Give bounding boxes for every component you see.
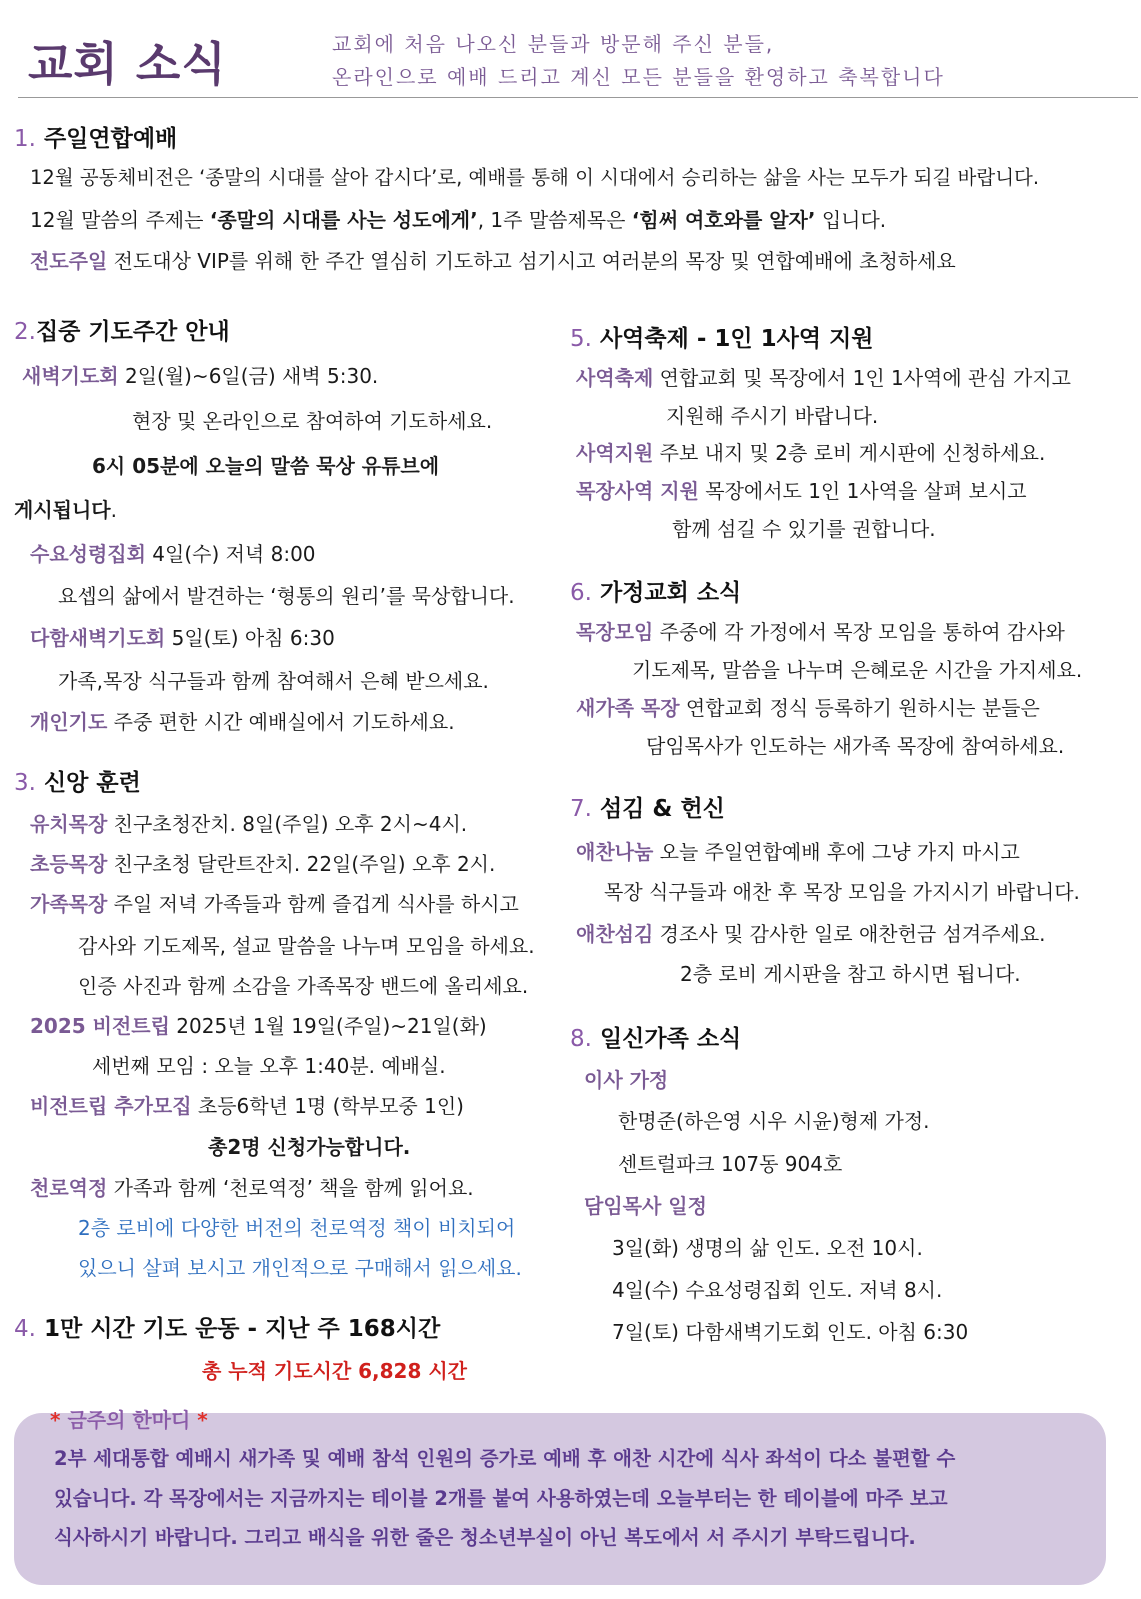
s3-vision-trip-cont: 세번째 모임 : 오늘 오후 1:40분. 예배실. xyxy=(92,1054,446,1078)
section-2-heading: 2.집중 기도주간 안내 xyxy=(14,319,230,345)
s3-vision-trip-extra-cont: 총2명 신청가능합니다. xyxy=(208,1135,411,1159)
s5-festival: 사역축제 연합교회 및 목장에서 1인 1사역에 관심 가지고 xyxy=(576,366,1071,390)
section-3-heading: 3. 신앙 훈련 xyxy=(14,770,141,796)
s4-total-hours: 총 누적 기도시간 6,828 시간 xyxy=(202,1359,467,1383)
s3-family: 가족목장 주일 저녁 가족들과 함께 즐겁게 식사를 하시고 xyxy=(30,892,519,916)
s3-pilgrims-blue-2: 있으니 살펴 보시고 개인적으로 구매해서 읽으세요. xyxy=(78,1256,522,1280)
s3-vision-trip-extra: 비전트립 추가모집 초등6학년 1명 (학부모중 1인) xyxy=(30,1094,464,1118)
s8-moving-line-1: 한명준(하은영 시우 시윤)형제 가정. xyxy=(618,1109,930,1133)
s1-vision-line: 12월 공동체비전은 ‘종말의 시대를 살아 갑시다’로, 예배를 통해 이 시대에서 승리하는 삶을 사는 모두가 되길 바랍니다. xyxy=(30,166,1040,189)
s8-pastor-line-3: 7일(토) 다함새벽기도회 인도. 아침 6:30 xyxy=(612,1320,969,1344)
notice-line-2: 있습니다. 각 목장에서는 지금까지는 테이블 2개를 붙여 사용하였는데 오늘부터는 한 테이블에 마주 보고 xyxy=(54,1487,948,1510)
item-label: 전도주일 xyxy=(30,249,108,273)
s5-festival-cont: 지원해 주시기 바랍니다. xyxy=(666,404,879,428)
notice-line-3: 식사하시기 바랍니다. 그리고 배식을 위한 줄은 청소년부실이 아닌 복도에서 서 주시기 부탁드립니다. xyxy=(54,1526,916,1549)
s2-saturday-prayer: 다함새벽기도회 5일(토) 아침 6:30 xyxy=(30,626,335,650)
page-title: 교회 소식 xyxy=(28,37,227,91)
section-7-heading: 7. 섬김 & 헌신 xyxy=(570,796,725,822)
s3-kindergarten: 유치목장 친구초청잔치. 8일(주일) 오후 2시~4시. xyxy=(30,812,468,836)
welcome-line-2: 온라인으로 예배 드리고 계신 모든 분들을 환영하고 축복합니다 xyxy=(332,65,945,89)
s1-evangelism-line: 전도주일 전도대상 VIP를 위해 한 주간 열심히 기도하고 섬기시고 여러분의 목장 및 연합예배에 초청하세요 xyxy=(30,249,956,273)
s5-cell-support: 목장사역 지원 목장에서도 1인 1사역을 살펴 보시고 xyxy=(576,479,1027,503)
welcome-line-1: 교회에 처음 나오신 분들과 방문해 주신 분들, xyxy=(332,32,775,56)
header-divider xyxy=(18,97,1138,98)
s7-love-feast-cont: 목장 식구들과 애찬 후 목장 모임을 가지시기 바랍니다. xyxy=(604,880,1080,904)
s6-new-family-cont: 담임목사가 인도하는 새가족 목장에 참여하세요. xyxy=(646,734,1065,758)
section-number: 1. xyxy=(14,126,36,152)
s3-family-cont-2: 인증 사진과 함께 소감을 가족목장 밴드에 올리세요. xyxy=(78,974,529,998)
s2-saturday-cont: 가족,목장 식구들과 함께 참여해서 은혜 받으세요. xyxy=(58,669,489,693)
section-title: 주일연합예배 xyxy=(35,126,178,152)
s2-wed-cont: 요셉의 삶에서 발견하는 ‘형통의 원리’를 묵상합니다. xyxy=(58,584,515,608)
s2-wed-service: 수요성령집회 4일(수) 저녁 8:00 xyxy=(30,542,316,566)
s8-pastor-label: 담임목사 일정 xyxy=(584,1194,707,1218)
star-icon: * xyxy=(197,1408,208,1432)
section-4-heading: 4. 1만 시간 기도 운동 - 지난 주 168시간 xyxy=(14,1316,441,1342)
s2-dawn-prayer: 새벽기도회 2일(월)~6일(금) 새벽 5:30. xyxy=(22,364,379,388)
s3-pilgrims-progress: 천로역정 가족과 함께 ‘천로역정’ 책을 함께 읽어요. xyxy=(30,1176,474,1200)
s7-love-feast: 애찬나눔 오늘 주일연합예배 후에 그냥 가지 마시고 xyxy=(576,840,1020,864)
s8-moving-label: 이사 가정 xyxy=(584,1068,669,1092)
s7-love-offering: 애찬섬김 경조사 및 감사한 일로 애찬헌금 섬겨주세요. xyxy=(576,922,1046,946)
s8-pastor-line-1: 3일(화) 생명의 삶 인도. 오전 10시. xyxy=(612,1236,923,1260)
s2-youtube-notice: 6시 05분에 오늘의 말씀 묵상 유튜브에 xyxy=(92,454,440,478)
s6-cell-meeting-cont: 기도제목, 말씀을 나누며 은혜로운 시간을 가지세요. xyxy=(632,658,1083,682)
s7-love-offering-cont: 2층 로비 게시판을 참고 하시면 됩니다. xyxy=(680,962,1021,986)
s5-cell-support-cont: 함께 섬길 수 있기를 권합니다. xyxy=(672,517,936,541)
s8-pastor-line-2: 4일(수) 수요성령집회 인도. 저녁 8시. xyxy=(612,1278,943,1302)
s8-moving-line-2: 센트럴파크 107동 904호 xyxy=(618,1152,843,1176)
s5-support: 사역지원 주보 내지 및 2층 로비 게시판에 신청하세요. xyxy=(576,441,1046,465)
section-1-heading xyxy=(14,120,177,153)
section-8-heading: 8. 일신가족 소식 xyxy=(570,1026,742,1052)
s2-personal-prayer: 개인기도 주중 편한 시간 예배실에서 기도하세요. xyxy=(30,710,455,734)
s6-cell-meeting: 목장모임 주중에 각 가정에서 목장 모임을 통하여 감사와 xyxy=(576,620,1065,644)
star-icon: * xyxy=(50,1408,61,1432)
notice-line-1: 2부 세대통합 예배시 새가족 및 예배 참석 인원의 증가로 예배 후 애찬 시간에 식사 좌석이 다소 불편할 수 xyxy=(54,1447,956,1470)
s3-elementary: 초등목장 친구초청 달란트잔치. 22일(주일) 오후 2시. xyxy=(30,852,496,876)
s1-theme-line: 12월 말씀의 주제는 ‘종말의 시대를 사는 성도에게’, 1주 말씀제목은 ‘힘써 여호와를 알자’ 입니다. xyxy=(30,208,887,232)
section-5-heading: 5. 사역축제 - 1인 1사역 지원 xyxy=(570,326,874,352)
s2-youtube-notice-cont: 게시됩니다. xyxy=(14,498,117,522)
s3-family-cont-1: 감사와 기도제목, 설교 말씀을 나누며 모임을 하세요. xyxy=(78,934,535,958)
s2-dawn-cont: 현장 및 온라인으로 참여하여 기도하세요. xyxy=(132,409,493,433)
s3-pilgrims-blue-1: 2층 로비에 다양한 버전의 천로역정 책이 비치되어 xyxy=(78,1216,516,1240)
section-6-heading: 6. 가정교회 소식 xyxy=(570,580,742,606)
s6-new-family: 새가족 목장 연합교회 정식 등록하기 원하시는 분들은 xyxy=(576,696,1040,720)
notice-heading: * 금주의 한마디 * xyxy=(50,1408,208,1432)
s3-vision-trip: 2025 비전트립 2025년 1월 19일(주일)~21일(화) xyxy=(30,1014,487,1038)
